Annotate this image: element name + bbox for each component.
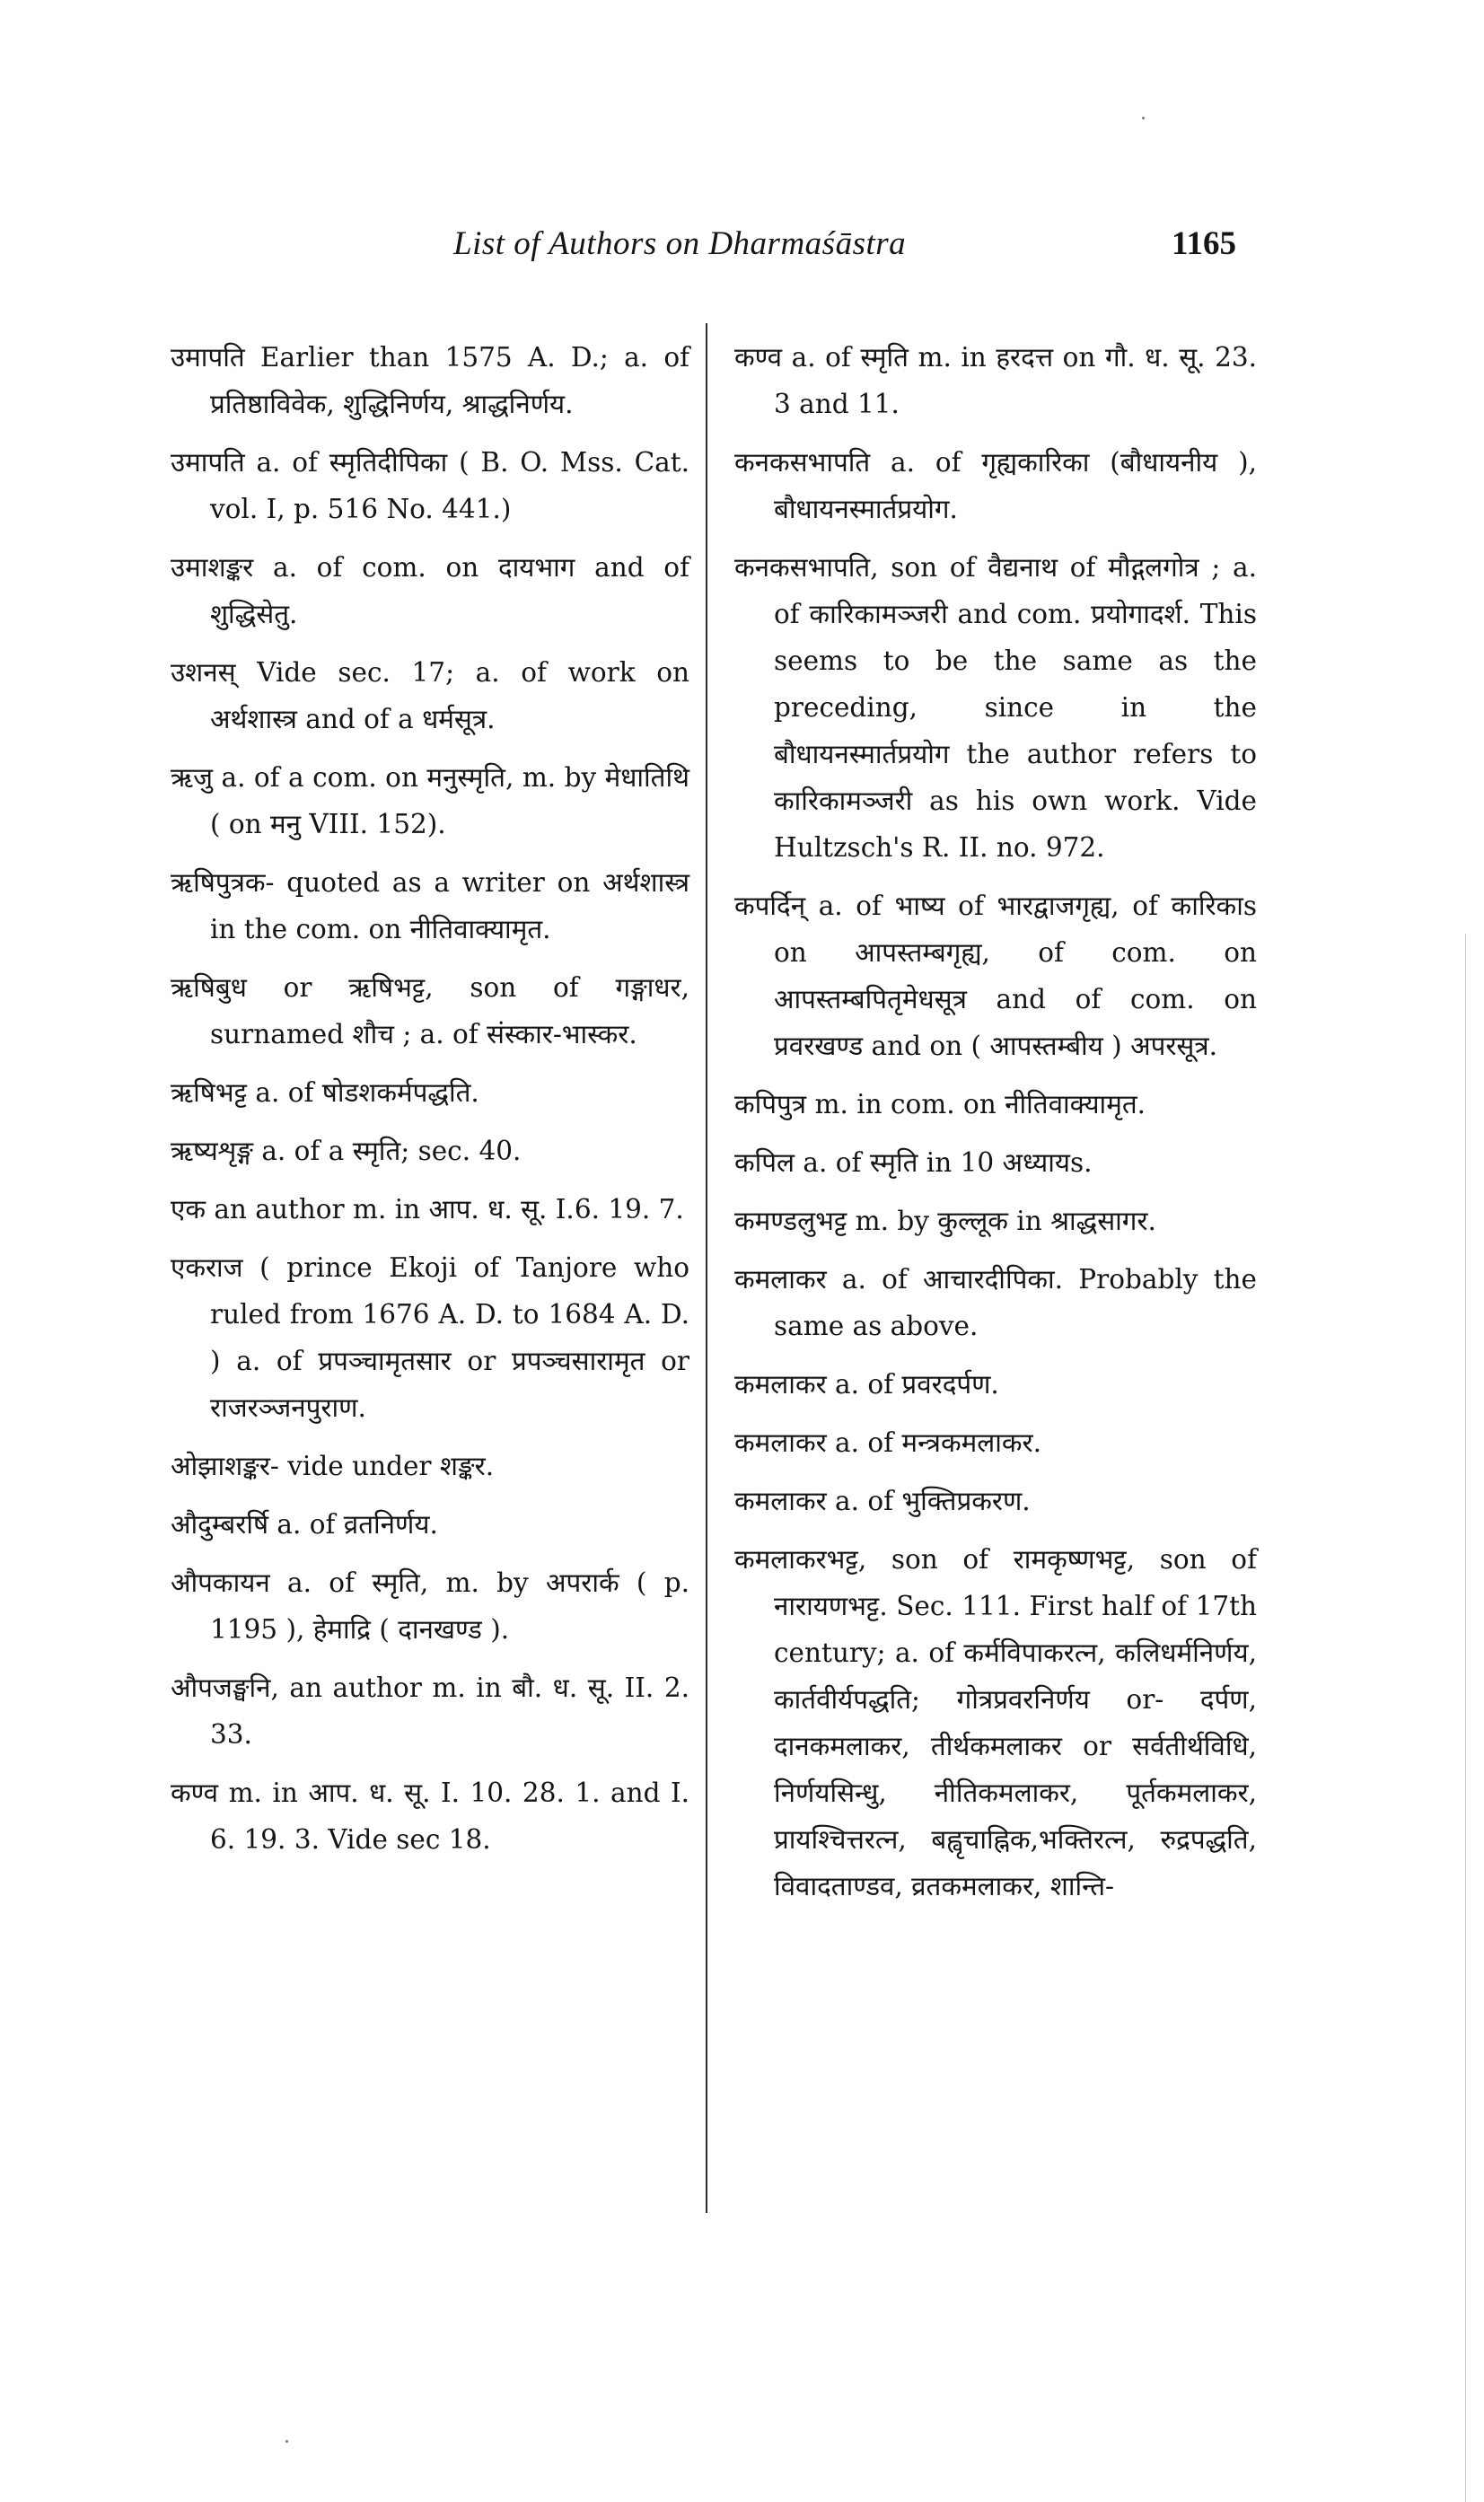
author-entry: कपिल a. of स्मृति in 10 अध्यायs.: [734, 1147, 1093, 1178]
author-entry: ऋषिभट्ट a. of षोडशकर्मपद्धति.: [171, 1077, 479, 1108]
author-entry: ऋजु a. of a com. on मनुस्मृति, m. by मेधातिथि ( on मनु VIII. 152).: [171, 762, 689, 839]
running-title: List of Authors on Dharmaśāstra: [453, 225, 907, 262]
author-entry: कनकसभापति, son of वैद्यनाथ of मौद्गलगोत्र ; a. of कारिकामञ्जरी and com. प्रयोगादर्श. This seems to be the same as the preceding, since in the बौधायनस्मार्तप्रयोग the author refers to कारिकामञ्जरी as his own work. Vide Hultzsch's R. II. no. 972.: [734, 552, 1257, 863]
author-entry: उमापति Earlier than 1575 A. D.; a. of प्रतिष्ठाविवेक, शुद्धिनिर्णय, श्राद्धनिर्णय.: [171, 342, 689, 419]
author-entry: कण्व m. in आप. ध. सू. I. 10. 28. 1. and I. 6. 19. 3. Vide sec 18.: [171, 1778, 689, 1855]
author-entry: उमाशङ्कर a. of com. on दायभाग and of शुद्धिसेतु.: [171, 552, 689, 629]
author-entry: कनकसभापति a. of गृह्यकारिका (बौधायनीय ), बौधायनस्मार्तप्रयोग.: [734, 447, 1257, 524]
author-entry: कमलाकरभट्ट, son of रामकृष्णभट्ट, son of नारायणभट्ट. Sec. 111. First half of 17th century; a. of कर्मविपाकरत्न, कलिधर्मनिर्णय, कार्तवीर्यपद्धति; गोत्रप्रवरनिर्णय or- दर्पण, दानकमलाकर, तीर्थकमलाकर or सर्वतीर्थविधि, निर्णयसिन्धु, नीतिकमलाकर, पूर्तकमलाकर, प्रायश्चित्तरत्न, बह्वृचाह्निक,भक्तिरत्न, रुद्रपद्धति, विवादताण्डव, व्रतकमलाकर, शान्ति-: [734, 1544, 1257, 1901]
author-entry: कण्व a. of स्मृति m. in हरदत्त on गौ. ध. सू. 23. 3 and 11.: [734, 342, 1257, 419]
author-entry: ओझाशङ्कर- vide under शङ्कर.: [171, 1451, 495, 1481]
author-entry: एकराज ( prince Ekoji of Tanjore who ruled from 1676 A. D. to 1684 A. D. ) a. of प्रपञ्चामृतसार or प्रपञ्चसारामृत or राजरञ्जनपुराण.: [171, 1252, 689, 1423]
author-entry: एक an author m. in आप. ध. सू. I.6. 19. 7.: [171, 1194, 684, 1225]
author-entry: कपर्दिन् a. of भाष्य of भारद्वाजगृह्य, of कारिकाs on आपस्तम्बगृह्य, of com. on आपस्तम्बपितृमेधसूत्र and of com. on प्रवरखण्ड and on ( आपस्तम्बीय ) अपरसूत्र.: [734, 891, 1257, 1061]
author-entry: उशनस् Vide sec. 17; a. of work on अर्थशास्त्र and of a धर्मसूत्र.: [171, 657, 689, 734]
author-entry: औदुम्बरर्षि a. of व्रतनिर्णय.: [171, 1509, 438, 1540]
page-edge-shadow: [1465, 934, 1466, 2502]
author-entry: औपकायन a. of स्मृति, m. by अपरार्क ( p. 1195 ), हेमाद्रि ( दानखण्ड ).: [171, 1567, 689, 1645]
author-entry: ऋषिपुत्रक- quoted as a writer on अर्थशास्त्र in the com. on नीतिवाक्यामृत.: [171, 867, 689, 944]
author-entry: कमलाकर a. of आचारदीपिका. Probably the same as above.: [734, 1264, 1257, 1341]
author-entry: कपिपुत्र m. in com. on नीतिवाक्यामृत.: [734, 1089, 1146, 1119]
author-entry: उमापति a. of स्मृतिदीपिका ( B. O. Mss. Cat. vol. I, p. 516 No. 441.): [171, 447, 689, 524]
author-entry: ऋष्यशृङ्ग a. of a स्मृति; sec. 40.: [171, 1136, 522, 1166]
author-entry: कमण्डलुभट्ट m. by कुल्लूक in श्राद्धसागर.: [734, 1206, 1156, 1236]
scan-speck: [285, 2440, 288, 2443]
author-entry: कमलाकर a. of प्रवरदर्पण.: [734, 1369, 999, 1400]
right-column: [734, 334, 1257, 1909]
author-entry: ऋषिबुध or ऋषिभट्ट, son of गङ्गाधर, surnamed शौच ; a. of संस्कार-भास्कर.: [171, 972, 689, 1049]
scan-speck: [1142, 117, 1145, 119]
left-column: [171, 334, 689, 1863]
author-entry: औपजङ्घनि, an author m. in बौ. ध. सू. II. 2. 33.: [171, 1672, 689, 1750]
page-number: 1165: [1172, 225, 1236, 262]
page-header: [0, 224, 1484, 278]
author-entry: कमलाकर a. of भुक्तिप्रकरण.: [734, 1486, 1031, 1516]
column-divider: [706, 323, 707, 2213]
author-entry: कमलाकर a. of मन्त्रकमलाकर.: [734, 1427, 1041, 1458]
